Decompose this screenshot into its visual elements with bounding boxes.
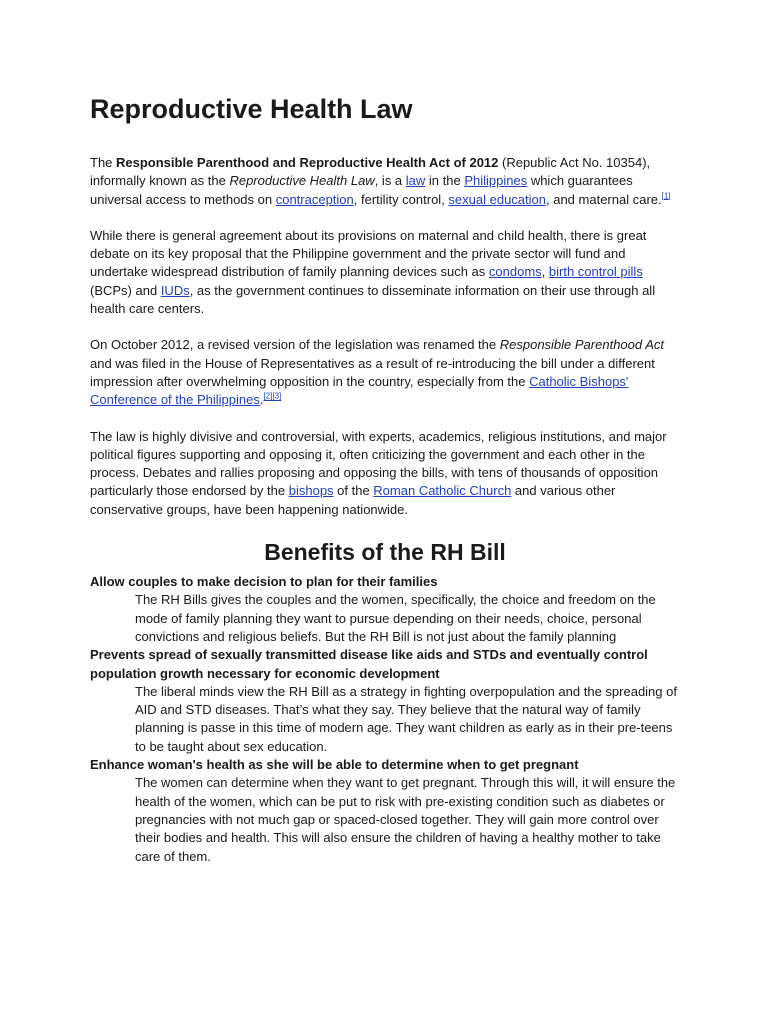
- link-cbcp[interactable]: Catholic Bishops' Conference of the Philippines: [90, 373, 629, 408]
- law-nickname: Reproductive Health Law: [229, 173, 375, 189]
- benefit-item: [90, 756, 680, 866]
- text: On October 2012, a revised version of the legislation was renamed the: [90, 337, 500, 353]
- benefit-body: The women can determine when they want to get pregnant. Through this will, it will ensure the health of the women, which can be put to risk with pre-existing condition such as diabetes or pregnancies with not much gap or spaced-closed together. They will gain more control over their bodies and health. This will also ensure the children of having a healthy mother to take care of them.: [135, 775, 676, 864]
- reference-2[interactable]: [2]: [263, 391, 273, 401]
- page-title: Reproductive Health Law: [90, 94, 413, 124]
- link-roman-catholic-church[interactable]: Roman Catholic Church: [373, 483, 512, 499]
- text: and was filed in the House of Representatives as a result of re-introducing the bill under a different impression after overwhelming opposition in the country, especially from the: [90, 355, 655, 389]
- link-philippines[interactable]: Philippines: [464, 173, 528, 189]
- benefit-item: [90, 573, 680, 646]
- text: which guarantees universal access to methods on: [90, 173, 633, 207]
- benefit-body: The RH Bills gives the couples and the women, specifically, the choice and freedom on the mode of family planning they want to pursue depending on their needs, choice, personal convictions and religious beliefs. But the RH Bill is not just about the family planning: [135, 592, 656, 644]
- link-sexual-education[interactable]: sexual education: [448, 191, 546, 207]
- benefits-heading: Benefits of the RH Bill: [264, 539, 506, 566]
- act-renamed: Responsible Parenthood Act: [499, 337, 665, 353]
- text: ,: [541, 264, 549, 280]
- text: in the: [425, 173, 465, 189]
- reference-3[interactable]: [3]: [272, 391, 282, 401]
- text: While there is general agreement about its provisions on maternal and child health, there is great debate on its key proposal that the Philippine government and the private sector will fund and undertake widespread distribution of family planning devices such as: [90, 227, 647, 280]
- link-contraception[interactable]: contraception: [275, 191, 354, 207]
- benefit-title: Prevents spread of sexually transmitted disease like aids and STDs and eventually control population growth necessary for economic development: [90, 647, 648, 681]
- link-condoms[interactable]: condoms: [488, 264, 542, 280]
- text: (BCPs) and: [90, 282, 161, 298]
- text: , and maternal care.: [546, 191, 662, 207]
- benefit-title: Enhance woman's health as she will be able to determine when to get pregnant: [90, 757, 579, 773]
- text: , is a: [374, 173, 406, 189]
- link-birth-control-pills[interactable]: birth control pills: [548, 264, 643, 280]
- reference-1[interactable]: [1]: [661, 191, 671, 201]
- link-iuds[interactable]: IUDs: [160, 282, 190, 298]
- benefit-title: Allow couples to make decision to plan for their families: [90, 574, 438, 590]
- text: .: [259, 392, 264, 408]
- benefit-body: The liberal minds view the RH Bill as a strategy in fighting overpopulation and the spreading of AID and STD diseases. That’s what they say. They believe that the natural way of family planning is passe in this time of modern age. They want children as early as in their pre-teens to be taught about sex education.: [135, 683, 677, 754]
- benefit-item: [90, 646, 680, 756]
- text: (Republic Act No. 10354), informally known as the: [90, 155, 651, 189]
- text: of the: [333, 483, 374, 499]
- link-bishops[interactable]: bishops: [288, 483, 334, 499]
- text: and various other conservative groups, have been happening nationwide.: [90, 483, 616, 517]
- text: The law is highly divisive and controversial, with experts, academics, religious institutions, and major political figures supporting and opposing it, often criticizing the government and each other in the process. Debates and rallies proposing and opposing the bills, with tens of thousands of opposition particularly those endorsed by the: [90, 428, 667, 499]
- text: , fertility control,: [353, 191, 449, 207]
- provisions-paragraph: [90, 227, 680, 318]
- intro-paragraph: [90, 154, 680, 209]
- link-law[interactable]: law: [405, 173, 426, 189]
- act-name: Responsible Parenthood and Reproductive Health Act of 2012: [116, 155, 499, 170]
- text: The: [90, 155, 117, 170]
- controversy-paragraph: [90, 428, 680, 519]
- revision-paragraph: [90, 336, 680, 409]
- text: , as the government continues to disseminate information on their use through all health care centers.: [90, 282, 656, 317]
- document-content: [90, 92, 680, 866]
